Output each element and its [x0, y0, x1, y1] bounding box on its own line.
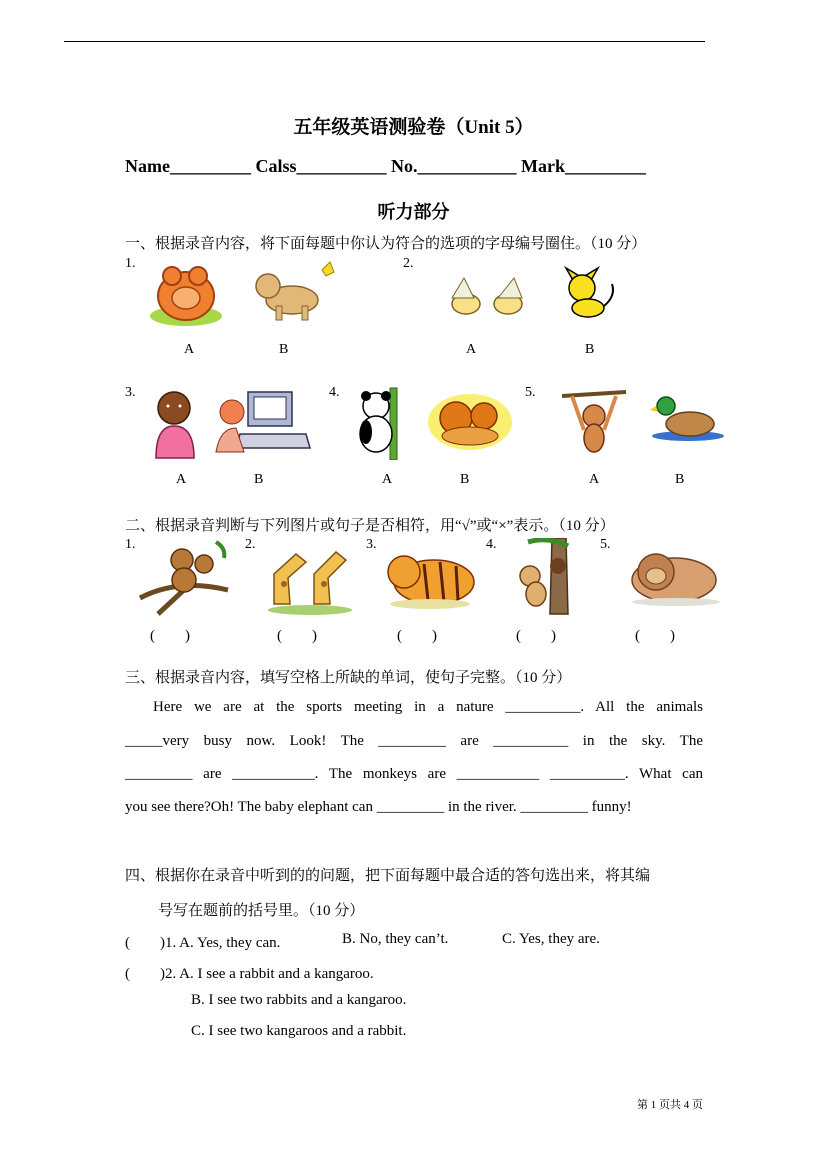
part1-q5-option-a: A [589, 472, 600, 487]
part1-q1-option-a: A [184, 342, 195, 357]
lion-lying-picture [616, 544, 720, 610]
boy-picture [148, 388, 204, 460]
part4-q1-option-b: B. No, they can’t. [342, 931, 449, 947]
header-rule [64, 41, 705, 42]
part2-q2-number: 2. [245, 537, 256, 552]
part4-q1-option-a: ( )1. A. Yes, they can. [125, 935, 281, 951]
bears-tree-picture [508, 538, 582, 616]
tiger-picture [380, 538, 478, 612]
part2-q4-answer-bracket[interactable]: ( ) [516, 628, 556, 644]
lions-picture [426, 386, 514, 452]
part3-line-2: _____very busy now. Look! The _________ are __________ in the sky. The [125, 733, 703, 749]
part3-line-1: Here we are at the sports meeting in a nature __________. All the animals [153, 699, 703, 715]
page-number: 第 1 页共 4 页 [637, 1099, 703, 1111]
part2-q4-number: 4. [486, 537, 497, 552]
part1-q2-number: 2. [403, 256, 414, 271]
part4-instruction-line-1: 四、根据你在录音中听到的的问题，把下面每题中最合适的答句选出来，将其编 [125, 868, 651, 884]
monkey-picture [558, 386, 630, 460]
teddy-bear-picture [148, 258, 226, 328]
section-title: 听力部分 [377, 202, 450, 222]
part1-q4-number: 4. [329, 385, 340, 400]
part2-instruction: 二、根据录音判断与下列图片或句子是否相符，用“√”或“×”表示。（10 分） [125, 518, 615, 534]
part2-q3-number: 3. [366, 537, 377, 552]
duck-picture [650, 390, 724, 442]
computer-picture [210, 388, 314, 454]
part4-q2-option-a: ( )2. A. I see a rabbit and a kangaroo. [125, 966, 374, 982]
page-title: 五年级英语测验卷（Unit 5） [293, 117, 534, 138]
part2-q5-number: 5. [600, 537, 611, 552]
monkeys-tree-picture [138, 538, 230, 616]
part1-q4-option-a: A [382, 472, 393, 487]
part3-line-4: you see there?Oh! The baby elephant can _________ in the river. _________ funny! [125, 799, 632, 815]
part1-q4-option-b: B [460, 472, 470, 487]
part1-q3-option-b: B [254, 472, 264, 487]
part3-line-3: _________ are ___________. The monkeys are ___________ __________. What can [125, 766, 703, 782]
part1-q3-number: 3. [125, 385, 136, 400]
student-info-fields: Name_________ Calss__________ No.___________ Mark_________ [125, 156, 646, 176]
part2-q2-answer-bracket[interactable]: ( ) [277, 628, 317, 644]
part2-q1-answer-bracket[interactable]: ( ) [150, 628, 190, 644]
giraffes-picture [266, 540, 356, 616]
part1-q5-option-b: B [675, 472, 685, 487]
part4-instruction-line-2: 号写在题前的括号里。（10 分） [158, 903, 365, 919]
part1-q1-number: 1. [125, 256, 136, 271]
puppy-picture [250, 260, 340, 322]
panda-picture [352, 386, 418, 460]
birds-picture [442, 270, 534, 326]
cat-picture [558, 262, 620, 326]
part4-q2-option-b: B. I see two rabbits and a kangaroo. [191, 992, 407, 1008]
part4-q2-option-c: C. I see two kangaroos and a rabbit. [191, 1023, 407, 1039]
part2-q5-answer-bracket[interactable]: ( ) [635, 628, 675, 644]
part1-q2-option-b: B [585, 342, 595, 357]
part2-q1-number: 1. [125, 537, 136, 552]
part3-instruction: 三、根据录音内容，填写空格上所缺的单词，使句子完整。（10 分） [125, 670, 572, 686]
part4-q1-option-c: C. Yes, they are. [502, 931, 600, 947]
part1-q1-option-b: B [279, 342, 289, 357]
part1-q2-option-a: A [466, 342, 477, 357]
part1-q3-option-a: A [176, 472, 187, 487]
part1-instruction: 一、根据录音内容，将下面每题中你认为符合的选项的字母编号圈住。（10 分） [125, 236, 647, 252]
part1-q5-number: 5. [525, 385, 536, 400]
part2-q3-answer-bracket[interactable]: ( ) [397, 628, 437, 644]
